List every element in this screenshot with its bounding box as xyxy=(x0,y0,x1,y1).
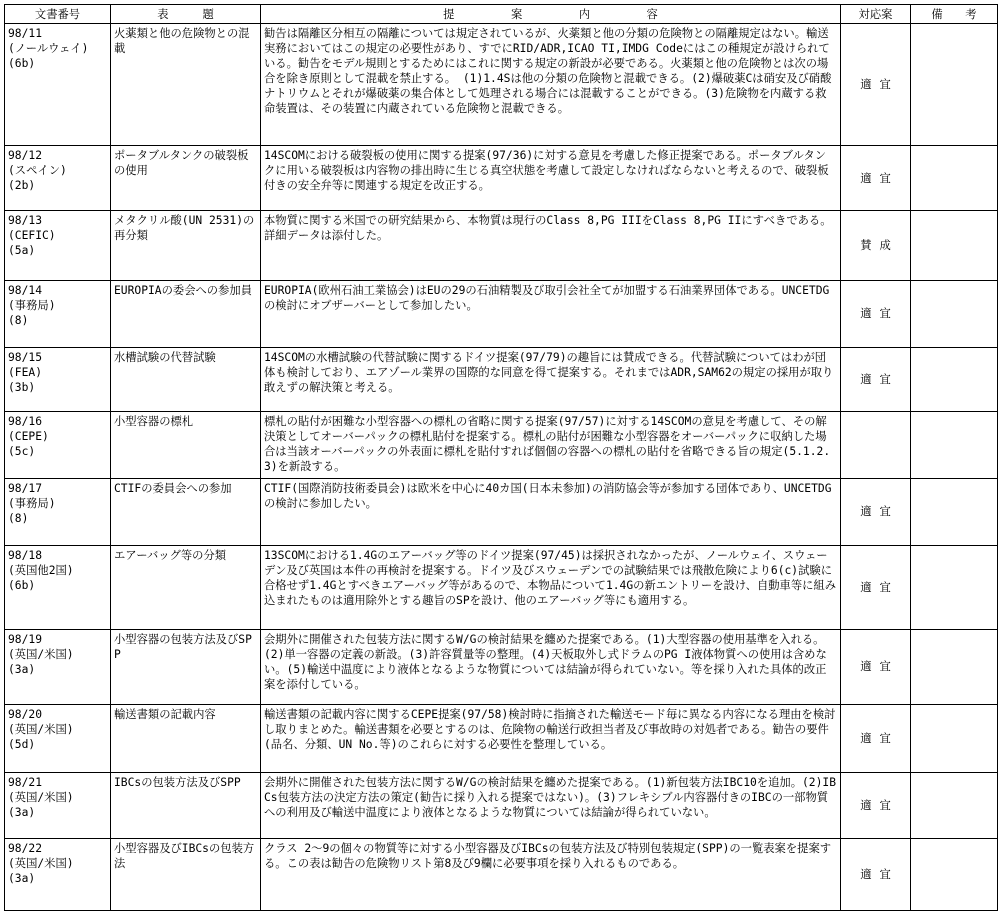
doc-ref: (5c) xyxy=(8,445,36,459)
doc-origin: (英国/米国) xyxy=(8,791,74,805)
doc-ref: (5d) xyxy=(8,737,36,751)
doc-number: 98/21 xyxy=(8,776,43,790)
table-row xyxy=(5,773,998,839)
doc-origin: (CEFIC) xyxy=(8,229,56,243)
response-cell: 適宜 xyxy=(841,839,911,911)
doc-number-cell xyxy=(5,629,111,704)
response-cell: 適宜 xyxy=(841,773,911,839)
title-cell: EUROPIAの委会への参加員 xyxy=(111,280,261,347)
header-proposal: 提 案 内 容 xyxy=(261,5,841,24)
doc-number-cell xyxy=(5,412,111,479)
doc-number-cell xyxy=(5,479,111,546)
remarks-cell xyxy=(911,280,998,347)
doc-ref: (3a) xyxy=(8,806,36,820)
title-cell: エアーバッグ等の分類 xyxy=(111,545,261,629)
table-row xyxy=(5,839,998,911)
title-cell: 小型容器の包装方法及びSPP xyxy=(111,629,261,704)
doc-ref: (2b) xyxy=(8,179,36,193)
title-cell: 小型容器の標札 xyxy=(111,412,261,479)
response-cell: 適宜 xyxy=(841,280,911,347)
table-row xyxy=(5,280,998,347)
doc-ref: (6b) xyxy=(8,57,36,70)
table-row xyxy=(5,146,998,211)
table-row xyxy=(5,24,998,146)
proposal-cell: クラス 2～9の個々の物質等に対する小型容器及びIBCsの包装方法及び特別包装規定(SPP)の一覧表案を提案する。この表は勧告の危険物リスト第8及び9欄に必要事項を採り入れるものである。 xyxy=(261,839,841,911)
title-cell: CTIFの委員会への参加 xyxy=(111,479,261,546)
doc-number-cell xyxy=(5,545,111,629)
table-row xyxy=(5,479,998,546)
doc-number: 98/19 xyxy=(8,632,43,646)
doc-number-cell xyxy=(5,839,111,911)
response-cell: 適宜 xyxy=(841,629,911,704)
header-response: 対応案 xyxy=(841,5,911,24)
doc-number-cell xyxy=(5,773,111,839)
remarks-cell xyxy=(911,211,998,281)
response-cell: 適宜 xyxy=(841,146,911,211)
doc-number: 98/12 xyxy=(8,149,43,163)
remarks-cell xyxy=(911,773,998,839)
header-title: 表 題 xyxy=(111,5,261,24)
remarks-cell xyxy=(911,479,998,546)
proposal-cell: 会期外に開催された包装方法に関するW/Gの検討結果を纏めた提案である。(1)新包装方法IBC10を追加。(2)IBCs包装方法の決定方法の策定(勧告に採り入れる提案ではない)。(3)フレキシブル内容器付きのIBCの一部物質への利用及び輸送中温度により液体となるような物質については結論が得られていない。 xyxy=(261,773,841,839)
table-row xyxy=(5,211,998,281)
title-cell: 火薬類と他の危険物との混載 xyxy=(111,24,261,146)
doc-ref: (3a) xyxy=(8,662,36,676)
proposal-cell: 標札の貼付が困難な小型容器への標札の省略に関する提案(97/57)に対する14SCOMの意見を考慮して、その解決策としてオーバーパックの標札貼付を提案する。標札の貼付が困難な小型容器をオーバーパックに収納した場合は当該オーバーパックの外表面に標札を貼付すれば個個の容器への標札の貼付を省略できる旨の規定(5.1.2.3)を新設する。 xyxy=(261,412,841,479)
proposal-cell: 本物質に関する米国での研究結果から、本物質は現行のClass 8,PG IIIをClass 8,PG IIにすべきである。 詳細データは添付した。 xyxy=(261,211,841,281)
doc-number-cell xyxy=(5,704,111,773)
proposal-cell: 勧告は隔離区分相互の隔離については規定されているが、火薬類と他の分類の危険物との隔離規定はない。輸送実務においてはこの規定の必要性があり、すでにRID/ADR,ICAO TI,IMDG Codeにはこの種規定が設けられている。勧告をモデル規則とするためにはこれに関する規定の新設が必要である。火薬類と他の危険物とは次の場合を除き原則として混載を禁止する。 (1)1.4Sは他の分類の危険物と混載できる。(2)爆破薬Cは硝安及び硝酸ナトリウムとそれが爆破薬の集合体として処理される場合には混載することができる。(3)危険物を内蔵する救命装置は、その装置に内蔵されている危険物と混載できる。 xyxy=(261,24,841,146)
doc-ref: (3b) xyxy=(8,380,36,394)
title-cell: 水槽試験の代替試験 xyxy=(111,347,261,412)
doc-number-cell xyxy=(5,280,111,347)
doc-ref: (3a) xyxy=(8,872,36,886)
response-cell: 適宜 xyxy=(841,479,911,546)
remarks-cell xyxy=(911,24,998,146)
table-row xyxy=(5,704,998,773)
header-remarks: 備 考 xyxy=(911,5,998,24)
doc-origin: (英国/米国) xyxy=(8,722,74,736)
doc-number: 98/17 xyxy=(8,482,43,496)
doc-origin: (スペイン) xyxy=(8,164,67,178)
remarks-cell xyxy=(911,839,998,911)
doc-origin: (CEPE) xyxy=(8,430,49,444)
response-cell: 適宜 xyxy=(841,704,911,773)
doc-ref: (8) xyxy=(8,313,29,327)
table-row xyxy=(5,545,998,629)
doc-origin: (英国他2国) xyxy=(8,563,74,577)
table-header xyxy=(5,5,998,24)
table-row xyxy=(5,347,998,412)
proposal-cell: 13SCOMにおける1.4Gのエアーバッグ等のドイツ提案(97/45)は採択されなかったが、ノールウェイ、スウェーデン及び英国は本件の再検討を提案する。ドイツ及びスウェーデンでの試験結果では飛散危険により6(c)試験に合格せず1.4Gとすべきエアーバッグ等があるので、本物品について1.4Gの新エントリーを設け、自動車等に組み込まれたものは適用除外とする趣旨のSPを設け、他のエアーバッグ等にも適用する。 xyxy=(261,545,841,629)
proposal-cell: 会期外に開催された包装方法に関するW/Gの検討結果を纏めた提案である。(1)大型容器の使用基準を入れる。(2)単一容器の定義の新設。(3)許容質量等の整理。(4)天板取外し式ドラムのPG I液体物質への使用は含めない。(5)輸送中温度により液体となるような物質については結論が得られていない。等を採り入れた具体的改正案を添付している。 xyxy=(261,629,841,704)
remarks-cell xyxy=(911,629,998,704)
doc-number-cell xyxy=(5,24,111,146)
table-row xyxy=(5,629,998,704)
doc-number-cell xyxy=(5,211,111,281)
doc-origin: (ノールウェイ) xyxy=(8,42,89,55)
proposals-table xyxy=(4,4,998,911)
response-cell xyxy=(841,412,911,479)
response-cell: 適宜 xyxy=(841,24,911,146)
remarks-cell xyxy=(911,545,998,629)
doc-origin: (FEA) xyxy=(8,365,43,379)
doc-number: 98/20 xyxy=(8,707,43,721)
doc-number-cell xyxy=(5,347,111,412)
response-cell: 適宜 xyxy=(841,347,911,412)
doc-ref: (8) xyxy=(8,512,29,526)
doc-number: 98/14 xyxy=(8,283,43,297)
title-cell: ポータブルタンクの破裂板の使用 xyxy=(111,146,261,211)
response-cell: 適宜 xyxy=(841,545,911,629)
title-cell: 輸送書類の記載内容 xyxy=(111,704,261,773)
table-row xyxy=(5,412,998,479)
proposal-cell: 輸送書類の記載内容に関するCEPE提案(97/58)検討時に指摘された輸送モード毎に異なる内容になる理由を検討し取りまとめた。輸送書類を必要とするのは、危険物の輸送行政担当者及び事故時の対処者である。勧告の要件(品名、分類、UN No.等)のこれらに対する必要性を整理している。 xyxy=(261,704,841,773)
title-cell: メタクリル酸(UN 2531)の再分類 xyxy=(111,211,261,281)
title-cell: 小型容器及びIBCsの包装方法 xyxy=(111,839,261,911)
proposal-cell: CTIF(国際消防技術委員会)は欧米を中心に40カ国(日本未参加)の消防協会等が参加する団体であり、UNCETDGの検討に参加したい。 xyxy=(261,479,841,546)
doc-number: 98/13 xyxy=(8,214,43,228)
remarks-cell xyxy=(911,704,998,773)
doc-origin: (英国/米国) xyxy=(8,857,74,871)
proposal-cell: 14SCOMの水槽試験の代替試験に関するドイツ提案(97/79)の趣旨には賛成できる。代替試験についてはわが団体も検討しており、エアゾール業界の国際的な同意を得て提案する。それまではADR,SAM62の規定の採用が取り敢えずの解決策と考える。 xyxy=(261,347,841,412)
proposal-cell: EUROPIA(欧州石油工業協会)はEUの29の石油精製及び取引会社全てが加盟する石油業界団体である。UNCETDGの検討にオブザーバーとして参加したい。 xyxy=(261,280,841,347)
doc-number: 98/15 xyxy=(8,350,43,364)
doc-number: 98/16 xyxy=(8,415,43,429)
remarks-cell xyxy=(911,146,998,211)
doc-origin: (英国/米国) xyxy=(8,647,74,661)
doc-origin: (事務局) xyxy=(8,298,56,312)
header-doc-no: 文書番号 xyxy=(5,5,111,24)
doc-number: 98/11 xyxy=(8,27,43,40)
proposal-cell: 14SCOMにおける破裂板の使用に関する提案(97/36)に対する意見を考慮した修正提案である。ポータブルタンクに用いる破裂板は内容物の排出時に生じる真空状態を考慮して設定しなければならないと考えるので、破裂板付きの安全弁等に関連する規定を改正する。 xyxy=(261,146,841,211)
title-cell: IBCsの包装方法及びSPP xyxy=(111,773,261,839)
doc-ref: (5a) xyxy=(8,244,36,258)
doc-number: 98/22 xyxy=(8,842,43,856)
remarks-cell xyxy=(911,412,998,479)
remarks-cell xyxy=(911,347,998,412)
doc-ref: (6b) xyxy=(8,578,36,592)
doc-number: 98/18 xyxy=(8,548,43,562)
table-body xyxy=(5,24,998,911)
doc-origin: (事務局) xyxy=(8,497,56,511)
response-cell: 賛成 xyxy=(841,211,911,281)
doc-number-cell xyxy=(5,146,111,211)
